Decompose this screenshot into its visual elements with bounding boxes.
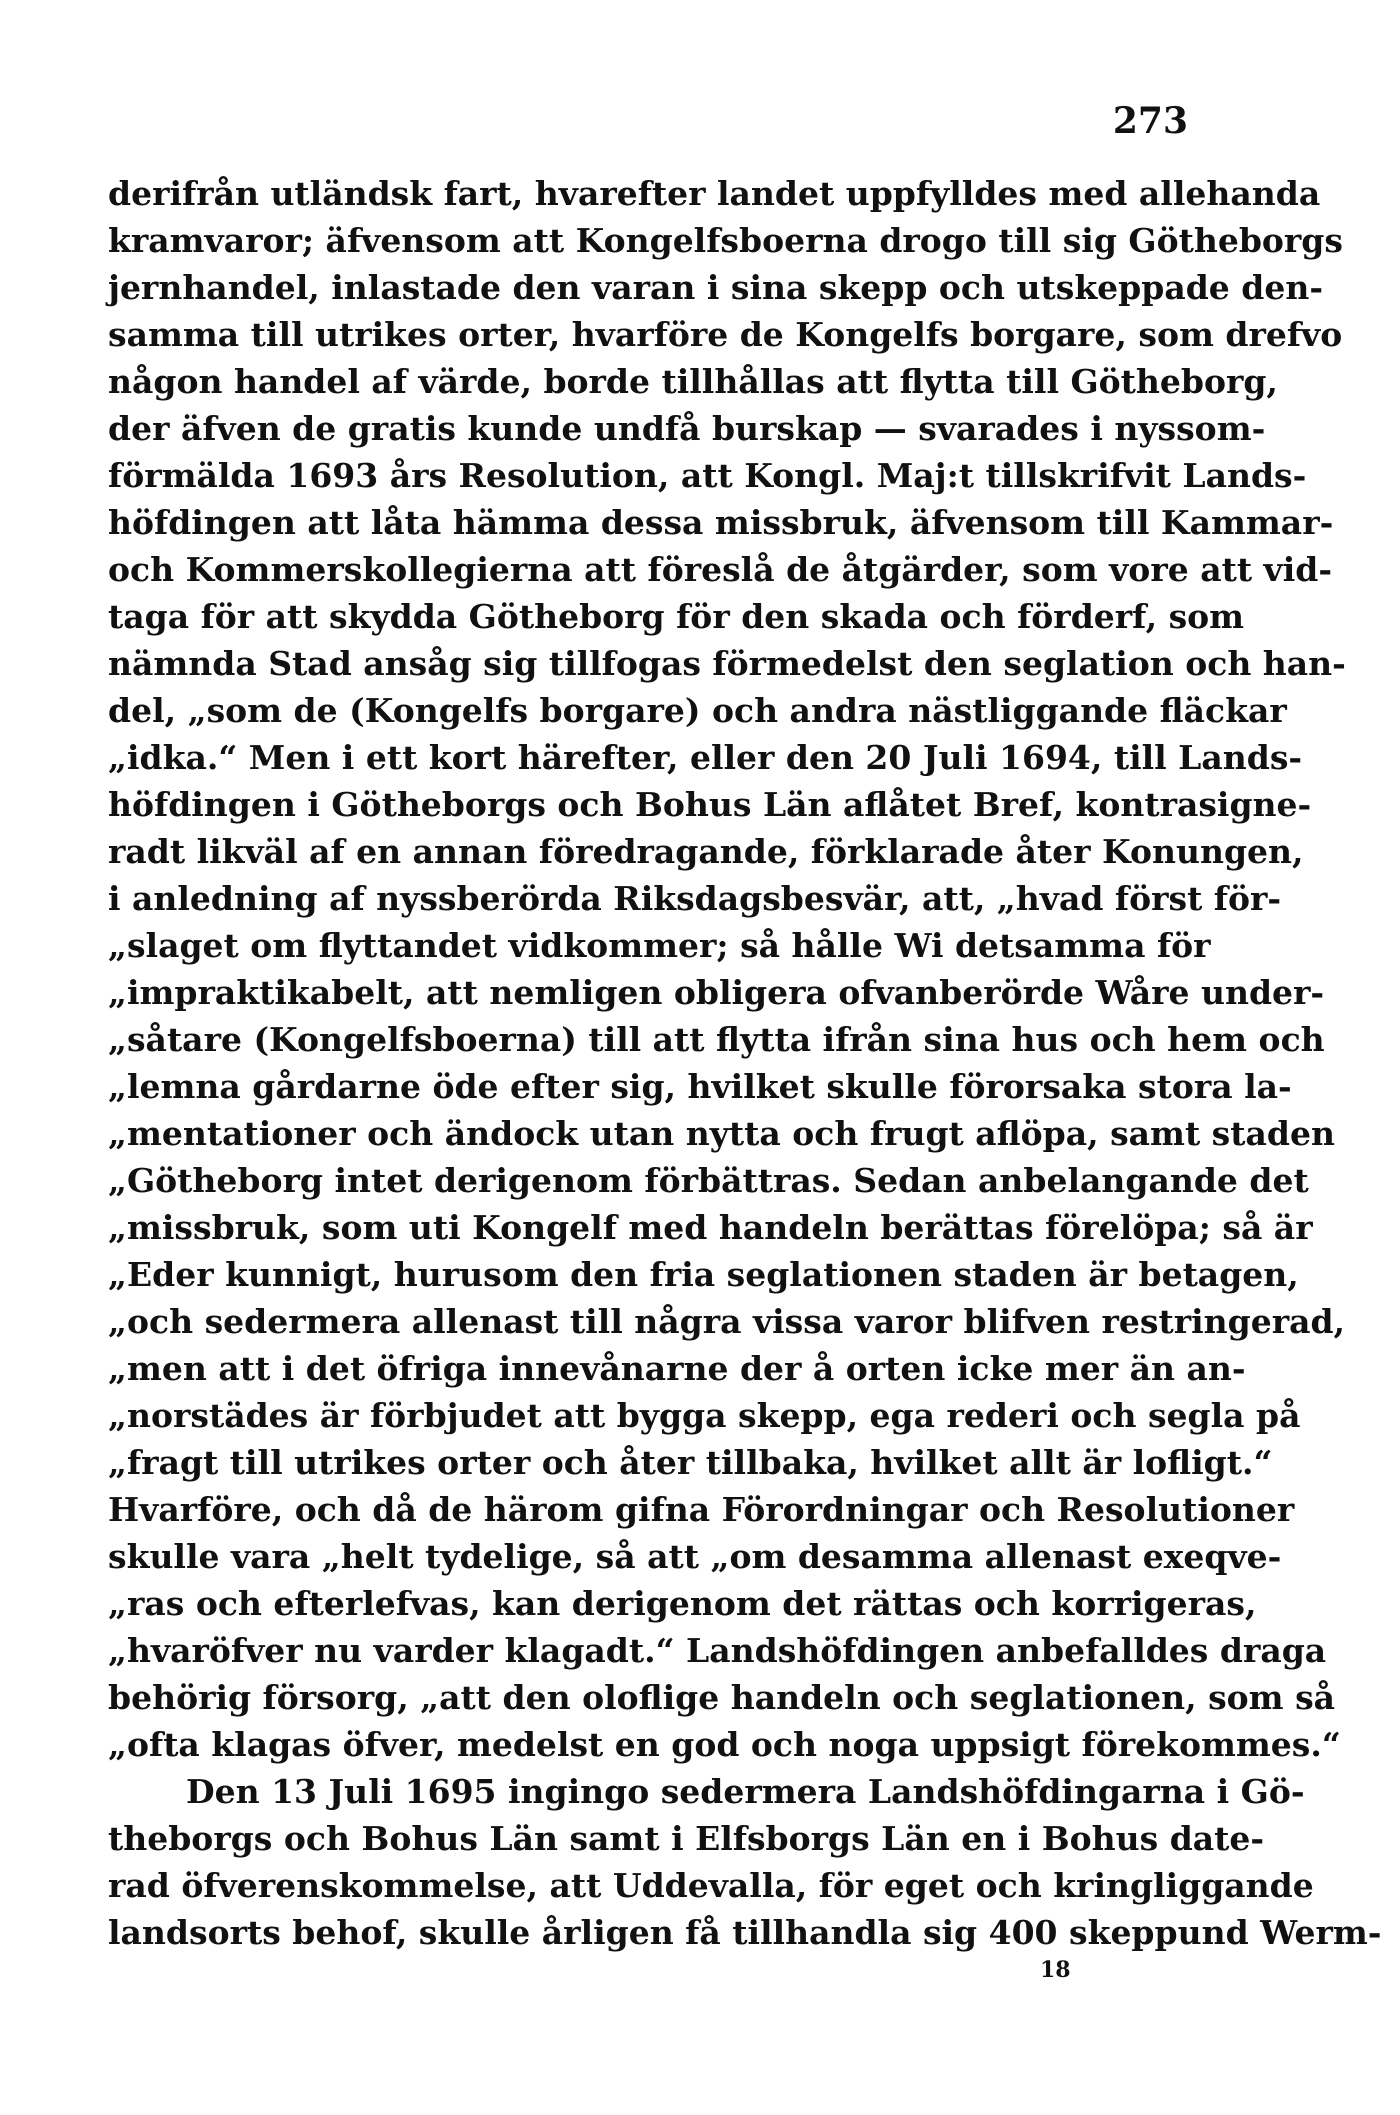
text-line: Hvarföre, och då de härom gifna Förordningar och Resolutioner <box>108 1490 1295 1529</box>
text-line: „missbruk, som uti Kongelf med handeln berättas förelöpa; så är <box>108 1208 1313 1247</box>
text-line: höfdingen att låta hämma dessa missbruk, äfvensom till Kammar- <box>108 503 1334 542</box>
text-line: „norstädes är förbjudet att bygga skepp, ega rederi och segla på <box>108 1396 1301 1435</box>
text-line: rad öfverenskommelse, att Uddevalla, för eget och kringliggande <box>108 1866 1314 1905</box>
text-line: skulle vara „helt tydelige, så att „om desamma allenast exeqve- <box>108 1537 1282 1576</box>
text-line: förmälda 1693 års Resolution, att Kongl. Maj:t tillskrifvit Lands- <box>108 456 1307 495</box>
text-line: der äfven de gratis kunde undfå burskap — svarades i nyssom- <box>108 409 1266 448</box>
paragraph-first-line: Den 13 Juli 1695 ingingo sedermera Landshöfdingarna i Gö- <box>186 1772 1305 1811</box>
text-line: samma till utrikes orter, hvarföre de Kongelfs borgare, som drefvo <box>108 315 1343 354</box>
text-line: nämnda Stad ansåg sig tillfogas förmedelst den seglation och han- <box>108 644 1346 683</box>
text-line: „såtare (Kongelfsboerna) till att flytta ifrån sina hus och hem och <box>108 1020 1325 1059</box>
text-line: behörig försorg, „att den oloflige handeln och seglationen, som så <box>108 1678 1336 1717</box>
text-line: „Götheborg intet derigenom förbättras. Sedan anbelangande det <box>108 1161 1309 1200</box>
text-line: landsorts behof, skulle årligen få tillhandla sig 400 skeppund Werm- <box>108 1913 1382 1952</box>
text-line: jernhandel, inlastade den varan i sina skepp och utskeppade den- <box>108 268 1324 307</box>
text-line: „och sedermera allenast till några vissa varor blifven restringerad, <box>108 1302 1346 1341</box>
text-line: radt likväl af en annan föredragande, förklarade åter Konungen, <box>108 832 1304 871</box>
text-line: höfdingen i Götheborgs och Bohus Län aflåtet Bref, kontrasigne- <box>108 785 1312 824</box>
text-line: theborgs och Bohus Län samt i Elfsborgs Län en i Bohus date- <box>108 1819 1265 1858</box>
page-number: 273 <box>1112 100 1188 142</box>
text-line: „fragt till utrikes orter och åter tillbaka, hvilket allt är lofligt.“ <box>108 1443 1273 1482</box>
text-line: „hvaröfver nu varder klagadt.“ Landshöfdingen anbefalldes draga <box>108 1631 1327 1670</box>
text-line: del, „som de (Kongelfs borgare) och andra nästliggande fläckar <box>108 691 1287 730</box>
text-line: „impraktikabelt, att nemligen obligera ofvanberörde Wåre under- <box>108 973 1325 1012</box>
text-line: någon handel af värde, borde tillhållas att flytta till Götheborg, <box>108 362 1278 401</box>
text-line: „Eder kunnigt, hurusom den fria seglationen staden är betagen, <box>108 1255 1299 1294</box>
text-line: „mentationer och ändock utan nytta och frugt aflöpa, samt staden <box>108 1114 1335 1153</box>
signature-mark: 18 <box>1040 1957 1071 1983</box>
text-line: „slaget om flyttandet vidkommer; så hålle Wi detsamma för <box>108 926 1211 965</box>
text-line: „idka.“ Men i ett kort härefter, eller den 20 Juli 1694, till Lands- <box>108 738 1303 777</box>
text-line: kramvaror; äfvensom att Kongelfsboerna drogo till sig Götheborgs <box>108 221 1343 260</box>
text-line: „lemna gårdarne öde efter sig, hvilket skulle förorsaka stora la- <box>108 1067 1292 1106</box>
text-line: i anledning af nyssberörda Riksdagsbesvär, att, „hvad först för- <box>108 879 1282 918</box>
body-text <box>108 170 1382 1956</box>
text-line: „ofta klagas öfver, medelst en god och noga uppsigt förekommes.“ <box>108 1725 1341 1764</box>
text-line: „ras och efterlefvas, kan derigenom det rättas och korrigeras, <box>108 1584 1257 1623</box>
text-line: taga för att skydda Götheborg för den skada och förderf, som <box>108 597 1245 636</box>
text-line: „men att i det öfriga innevånarne der å orten icke mer än an- <box>108 1349 1246 1388</box>
text-line: derifrån utländsk fart, hvarefter landet uppfylldes med allehanda <box>108 174 1321 213</box>
text-line: och Kommerskollegierna att föreslå de åtgärder, som vore att vid- <box>108 550 1333 589</box>
